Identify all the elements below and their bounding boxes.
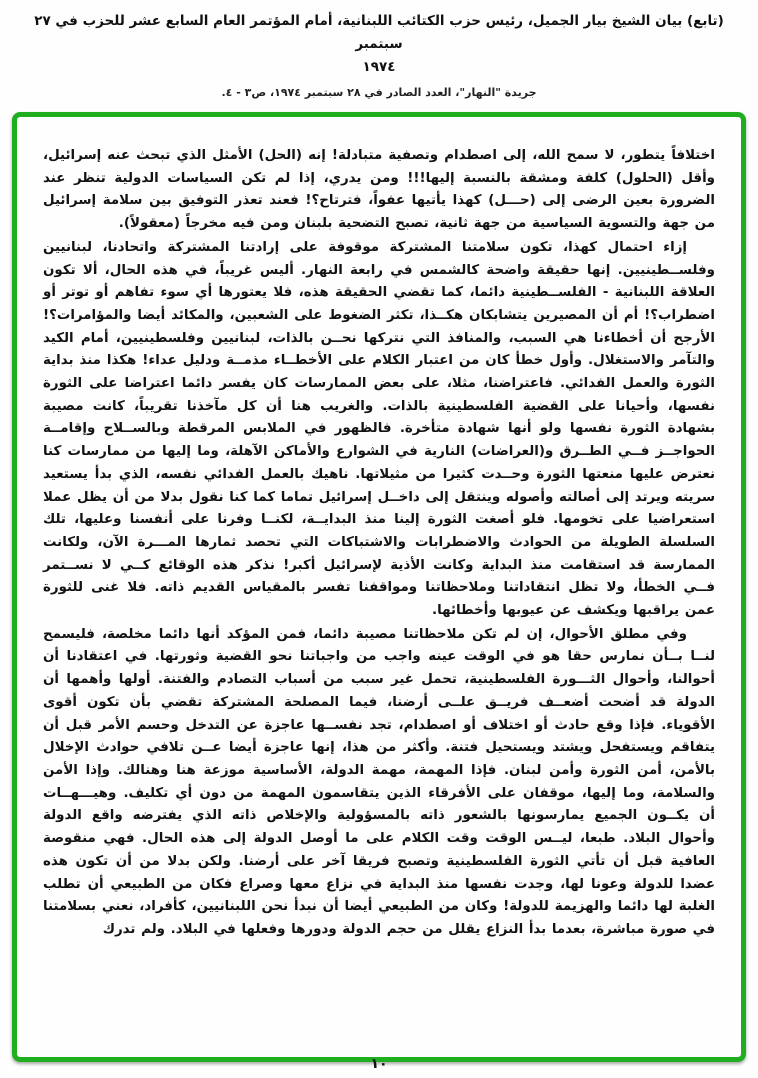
document-title-line1: (تابع) بيان الشيخ بيار الجميل، رئيس حزب الكتائب اللبنانية، أمام المؤتمر العام السابع عشر للحزب في ٢٧ سبتمبر — [34, 13, 724, 52]
paragraph-2: إزاء احتمال كهذا، تكون سلامتنا المشتركة موقوفة على إرادتنا المشتركة واتحادنا، لبنانيين وفلســطينيين. إنها حقيقة واضحة كالشمس في رابعة النهار. أليس غريباً، في هذه الحال، ألا تكون العلاقة اللبنانية - الفلســطينية دائما، كما تقضي الحقيقة هذه، فلا يعتورها أي سوء تفاهم أو توتر أو اضطراب؟! أم أن المصيرين يتشابكان هكــذا، تكثر الضغوط على الشعبين، والمكائد أيضا والمؤامرات؟! الأرجح أن أخطاءنا هي السبب، والمنافذ التي نتركها نحــن بالذات، لبنانيين وفلسطينيين، أمام الكيد والتآمر والاستغلال. وأول خطأ كان من اعتبار الكلام على الأخطــاء مذمــة ودليل عداء! هكذا منذ بداية الثورة والعمل الفدائي. فاعتراضنا، مثلا، على بعض الممارسات كان يفسر دائما اعتراضا على الثورة نفسها، وأحيانا على القضية الفلسطينية بالذات. والغريب هنا أن كل مآخذنا تقريباً، كانت مصيبة بشهادة الثورة نفسها ولو أنها شهادة متأخرة. فالظهور في الملابس المرقطة وبالســلاح وإقامــة الحواجــز فــي الطــرق و(العراضات) النارية في الشوارع والأماكن الآهلة، وما إليها من ممارسات كنا نعترض عليها منعتها الثورة وحــدت كثيرا من مثيلاتها. ناهيك بالعمل الفدائي نفسه، الذي بدأ يستعيد سريته ويرتد إلى أصالته وأصوله وينتقل إلى داخــل إسرائيل تماما كما كنا نقول بدلا من أن يظل عملا استعراضيا على تخومها. فلو أصغت الثورة إلينا منذ البدايــة، لكنــا وفرنا على أنفسنا وعليها، تلك السلسلة الطويلة من الحوادث والاضطرابات والاشتباكات التي تحصد ثمارها المـــرة الآن، ولكانت الممارسة قد استقامت منذ البداية وكانت الأذية لإسرائيل أكبر! نذكر هذه الوقائع كــي لا نســتمر فــي الخطأ، ولا تظل انتقاداتنا وملاحظاتنا ومواقفنا تفسر بالمقياس القديم ذاته. فلا غنى للثورة عمن يراقبها ويكشف عن عيوبها وأخطائها. — [43, 239, 715, 619]
page-number: ١٠ — [370, 1056, 388, 1072]
paragraph-3: وفي مطلق الأحوال، إن لم تكن ملاحظاتنا مصيبة دائما، فمن المؤكد أنها دائما مخلصة، فليسمح لنــا بــأن نمارس حقا هو في الوقت عينه واجب من واجباتنا نحو القضية وثورتها. في اعتقادنا أن أحوالنا، وأحوال الثـــورة الفلسطينية، تحمل غير سبب من أسباب التصادم والفتنة. أولها وأهمها أن الدولة قد أضحت أضعــف فريــق علــى أرضنا، فيما المصلحة المشتركة تقضي بأن تكون أقوى الأقوياء. فإذا وقع حادث أو اختلاف أو اصطدام، تجد نفســها عاجزة عن التدخل وحسم الأمر قبل أن يتفاقم ويستفحل ويشتد ويستحيل فتنة. وأكثر من هذا، إنها عاجزة أيضا عــن تلافي حوادث الإخلال بالأمن، أمن الثورة وأمن لبنان. فإذا المهمة، مهمة الدولة، الأساسية موزعة هنا وهنالك. وإذا الأمن والسلامة، وما إليها، موقفان على الأفرقاء الذين يتقاسمون المهمة من دون أي تكليف. وهيـــهــات أن يكــون الجميع يمارسونها بالشعور ذاته بالمسؤولية والإخلاص ذاته الذي يفترضه واقع الدولة وأحوال البلاد. طبعا، ليــس الوقت وقت الكلام على ما أوصل الدولة إلى هذه الحال. فهي منقوصة العافية قبل أن تأتي الثورة الفلسطينية وتصبح فريقا آخر على أرضنا. ولكن بدلا من أن تكون هذه عضدا للدولة وعونا لها، وجدت نفسها منذ البداية في نزاع معها وصراع فكان من الطبيعي أن تطلب الغلبة لها دائما والهزيمة للدولة! وكان من الطبيعي أيضا أن نبدأ نحن اللبنانيين، كأفراد، نعني بسلامتنا في صورة مباشرة، بعدما بدأ النزاع يقلل من حجم الدولة ودورها وفعلها في البلاد. ولم تدرك — [43, 626, 715, 937]
paragraph-1: اختلافاً يتطور، لا سمح الله، إلى اصطدام وتصفية متبادلة! إنه (الحل) الأمثل الذي تبحث عنه إسرائيل، وأقل (الحلول) كلفة ومشقة بالنسبة إليها!!! ومن يدري، إذا لم تكن السياسات الدولية تنظر عند الضرورة بعين الرضى إلى (حـــل) كهذا يأتيها عفواً، فترتاح؟! فعند تعذر التوفيق بين سلامة إسرائيل من جهة والتسوية السياسية من جهة ثانية، تصبح التضحية بلبنان ومن فيه مخرجاً (معقولاً). — [43, 148, 715, 232]
document-header — [0, 0, 758, 102]
document-source-citation: جريدة "النهار"، العدد الصادر في ٢٨ سبتمبر ١٩٧٤، ص٣ - ٤. — [221, 86, 537, 99]
document-title-line2: ١٩٧٤ — [362, 59, 396, 75]
green-bordered-text-frame — [12, 112, 746, 1062]
